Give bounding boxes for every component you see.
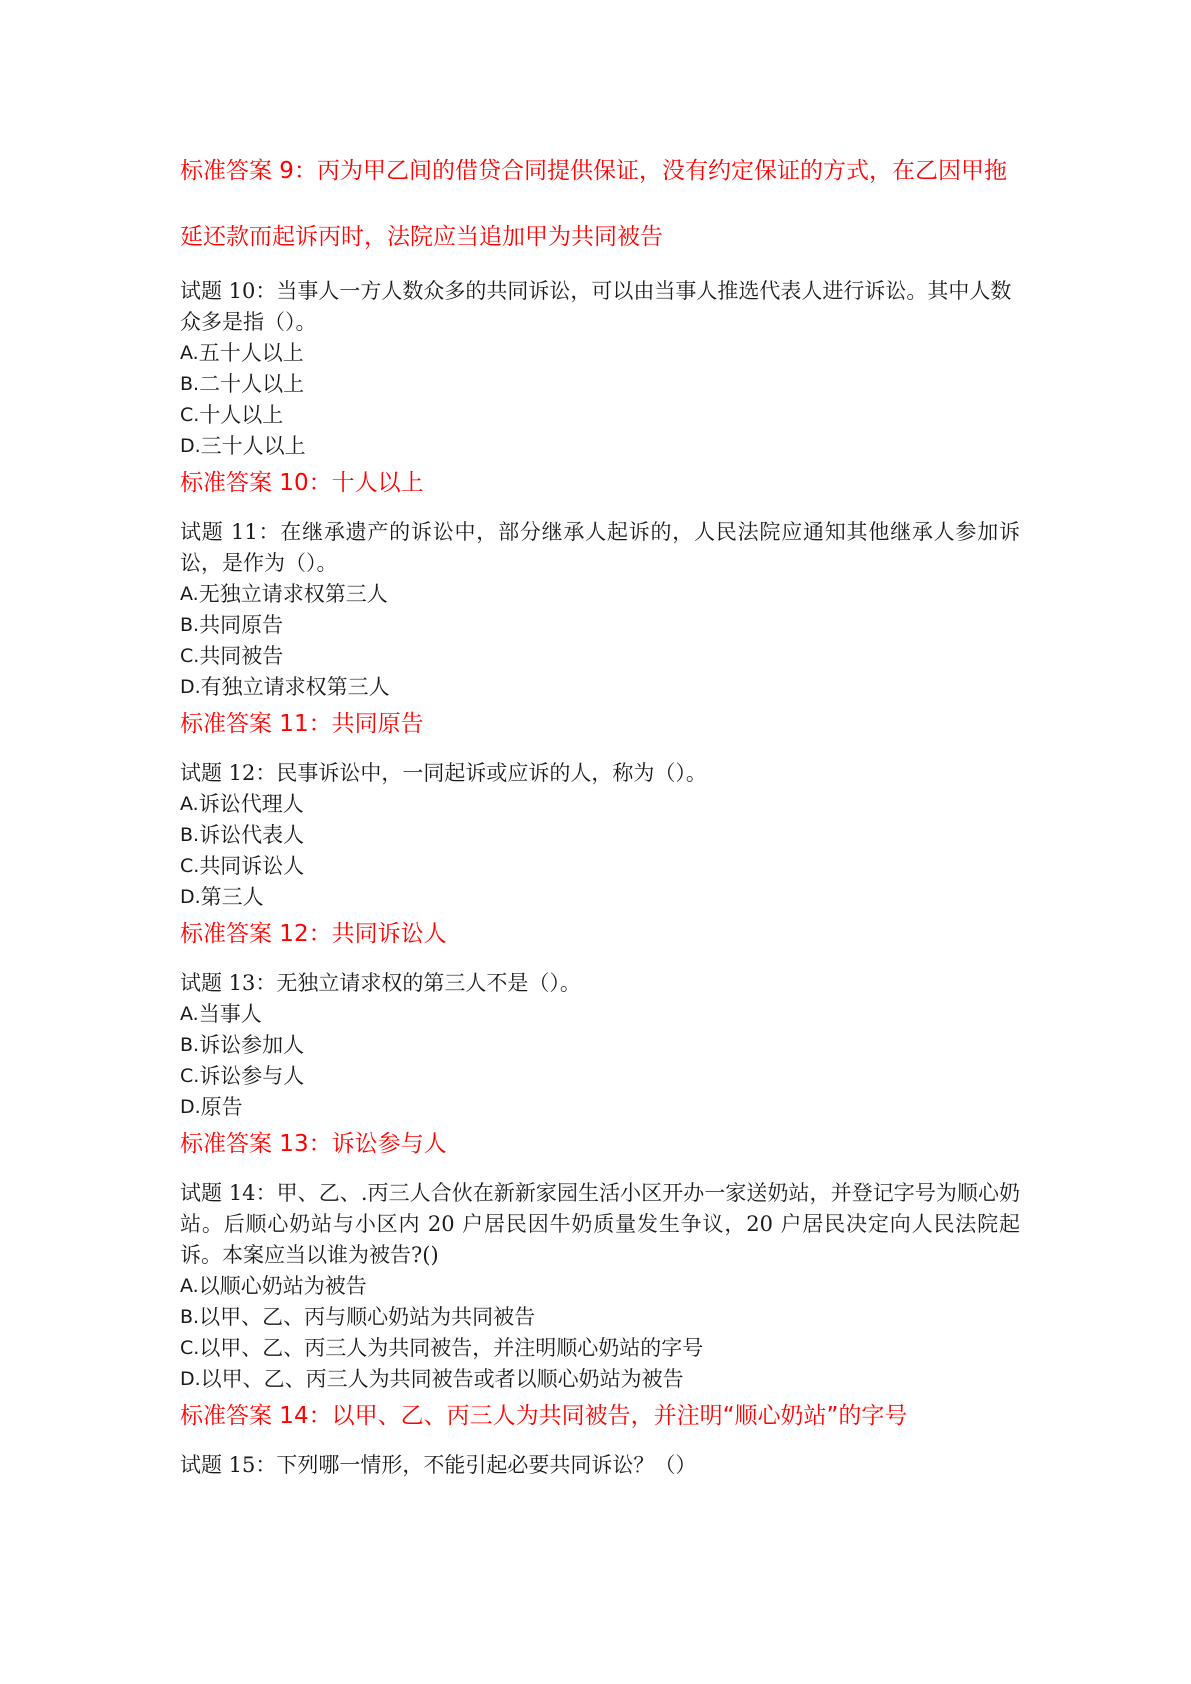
option-text: 诉讼代表人 <box>199 823 305 847</box>
option-b <box>180 369 1020 400</box>
option-letter: B. <box>180 1034 200 1056</box>
option-letter: D. <box>180 1096 201 1118</box>
answer-11 <box>180 709 1020 740</box>
option-letter: B. <box>180 1306 200 1328</box>
option-d <box>180 431 1020 462</box>
option-text: 诉讼参加人 <box>199 1033 305 1057</box>
option-list <box>180 1271 1020 1395</box>
option-text: 无独立请求权第三人 <box>198 582 388 606</box>
option-text: 以甲、乙、丙与顺心奶站为共同被告 <box>199 1305 536 1329</box>
option-letter: A. <box>180 1003 199 1025</box>
question-12 <box>180 758 1020 913</box>
option-c <box>180 400 1020 431</box>
option-text: 原告 <box>200 1095 243 1119</box>
question-15 <box>180 1450 1020 1481</box>
option-text: 三十人以上 <box>200 434 306 458</box>
option-text: 以甲、乙、丙三人为共同被告或者以顺心奶站为被告 <box>200 1367 684 1391</box>
option-b <box>180 820 1020 851</box>
answer-13 <box>180 1129 1020 1160</box>
option-text: 共同诉讼人 <box>199 854 305 878</box>
answer-text: 标准答案 11：共同原告 <box>180 711 424 737</box>
answer-text: 标准答案 12：共同诉讼人 <box>180 921 447 947</box>
option-letter: C. <box>180 404 200 426</box>
option-text: 诉讼代理人 <box>198 792 304 816</box>
option-list <box>180 338 1020 462</box>
option-d <box>180 1364 1020 1395</box>
option-letter: B. <box>180 373 200 395</box>
option-c <box>180 641 1020 672</box>
option-text: 共同被告 <box>199 644 284 668</box>
option-d <box>180 672 1020 703</box>
option-d <box>180 1092 1020 1123</box>
option-letter: D. <box>180 676 201 698</box>
option-letter: A. <box>180 1275 199 1297</box>
option-c <box>180 1061 1020 1092</box>
option-a <box>180 789 1020 820</box>
option-letter: C. <box>180 1065 200 1087</box>
question-11 <box>180 517 1020 703</box>
option-list <box>180 579 1020 703</box>
option-a <box>180 579 1020 610</box>
answer-text: 标准答案 10：十人以上 <box>180 470 424 496</box>
question-stem: 试题 13：无独立请求权的第三人不是（）。 <box>180 971 581 995</box>
option-text: 当事人 <box>198 1002 262 1026</box>
option-letter: A. <box>180 793 199 815</box>
option-letter: D. <box>180 435 201 457</box>
option-letter: A. <box>180 342 199 364</box>
question-stem: 试题 12：民事诉讼中，一同起诉或应诉的人，称为（）。 <box>180 761 707 785</box>
document-content <box>180 150 1020 1487</box>
option-letter: A. <box>180 583 199 605</box>
option-a <box>180 1271 1020 1302</box>
option-letter: D. <box>180 886 201 908</box>
option-letter: D. <box>180 1368 201 1390</box>
option-letter: C. <box>180 855 200 877</box>
option-d <box>180 882 1020 913</box>
question-14 <box>180 1178 1020 1395</box>
option-b <box>180 1030 1020 1061</box>
option-text: 有独立请求权第三人 <box>200 675 390 699</box>
option-a <box>180 338 1020 369</box>
option-letter: B. <box>180 614 200 636</box>
option-list <box>180 789 1020 913</box>
option-text: 第三人 <box>200 885 264 909</box>
option-list <box>180 999 1020 1123</box>
option-text: 共同原告 <box>199 613 284 637</box>
question-stem: 试题 14：甲、乙、.丙三人合伙在新新家园生活小区开办一家送奶站，并登记字号为顺心奶站。后顺心奶站与小区内 20 户居民因牛奶质量发生争议，20 户居民决定向人民法院起诉。本案应当以谁为被告?() <box>180 1181 1020 1267</box>
question-stem: 试题 10：当事人一方人数众多的共同诉讼，可以由当事人推选代表人进行诉讼。其中人数众多是指（）。 <box>180 279 1012 334</box>
question-stem: 试题 11：在继承遗产的诉讼中，部分继承人起诉的，人民法院应通知其他继承人参加诉讼，是作为（）。 <box>180 520 1020 575</box>
option-b <box>180 610 1020 641</box>
answer-text: 标准答案 13：诉讼参与人 <box>180 1131 447 1157</box>
option-text: 以甲、乙、丙三人为共同被告，并注明顺心奶站的字号 <box>199 1336 704 1360</box>
question-10 <box>180 276 1020 462</box>
question-stem: 试题 15：下列哪一情形，不能引起必要共同诉讼？（） <box>180 1453 697 1477</box>
option-c <box>180 851 1020 882</box>
option-text: 诉讼参与人 <box>199 1064 305 1088</box>
option-text: 十人以上 <box>199 403 284 427</box>
answer-9: 标准答案 9：丙为甲乙间的借贷合同提供保证，没有约定保证的方式，在乙因甲拖延还款而起诉丙时，法院应当追加甲为共同被告 <box>180 158 1007 250</box>
option-text: 二十人以上 <box>199 372 305 396</box>
option-a <box>180 999 1020 1030</box>
option-text: 五十人以上 <box>198 341 304 365</box>
option-text: 以顺心奶站为被告 <box>198 1274 367 1298</box>
answer-12 <box>180 919 1020 950</box>
answer-10 <box>180 468 1020 499</box>
answer-14 <box>180 1401 1020 1432</box>
option-letter: B. <box>180 824 200 846</box>
answer-text: 标准答案 14：以甲、乙、丙三人为共同被告，并注明“顺心奶站”的字号 <box>180 1403 908 1429</box>
option-c <box>180 1333 1020 1364</box>
option-letter: C. <box>180 645 200 667</box>
option-b <box>180 1302 1020 1333</box>
option-letter: C. <box>180 1337 200 1359</box>
question-13 <box>180 968 1020 1123</box>
